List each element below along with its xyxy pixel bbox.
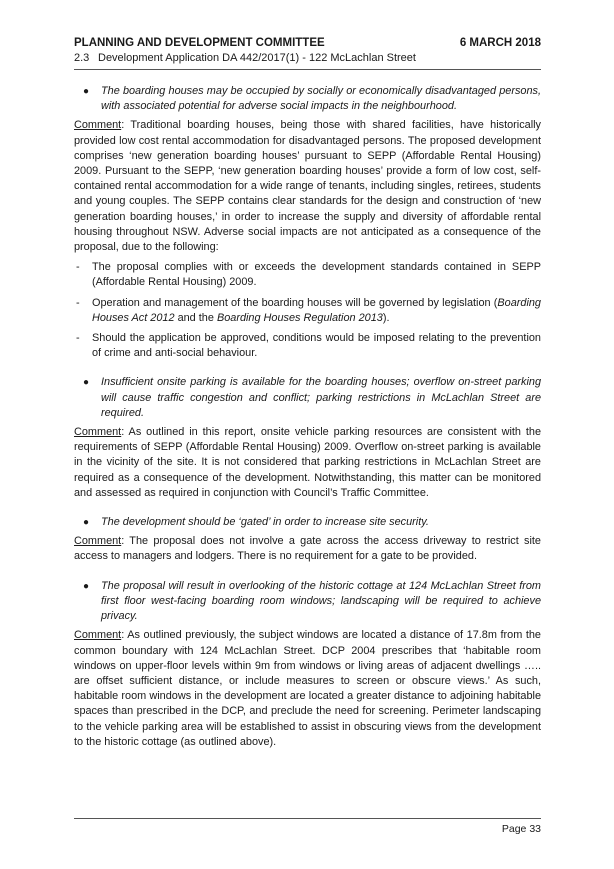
comment-label: Comment [74, 119, 122, 132]
document-page [74, 36, 541, 750]
list-item-text: and the [174, 311, 217, 324]
item-number: 2.3 [74, 52, 90, 64]
bullet-icon: ● [83, 377, 90, 389]
list-item-text: Operation and management of the boarding houses will be governed by legislation ( [92, 296, 498, 309]
item-title: Development Application DA 442/2017(1) - 122 McLachlan Street [98, 52, 416, 64]
issue-bullet [74, 375, 541, 421]
issue-text: Insufficient onsite parking is available for the boarding houses; overflow on-street parking will cause traffic congestion and conflict; parking restrictions in McLachlan Street are required. [101, 376, 541, 419]
footer-divider [74, 818, 541, 819]
meeting-date: 6 MARCH 2018 [459, 37, 541, 49]
issue-bullet [74, 515, 541, 530]
list-item-text: Should the application be approved, conditions would be imposed relating to the prevention of crime and anti-social behaviour. [92, 332, 541, 360]
issue-bullet [74, 84, 541, 114]
comment-paragraph [74, 628, 541, 750]
comment-paragraph [74, 534, 541, 564]
bullet-icon: ● [83, 86, 90, 97]
issue-bullet [74, 579, 541, 625]
page-number: Page 33 [501, 823, 541, 835]
comment-text: : The proposal does not involve a gate across the access driveway to restrict site access to managers and lodgers. There is no requirement for a gate to be provided. [74, 535, 541, 563]
issue-text: The development should be ‘gated’ in order to increase site security. [101, 516, 429, 529]
regulation-title: Boarding Houses Regulation 2013 [216, 311, 383, 324]
page-footer [74, 818, 541, 835]
comment-label: Comment [74, 629, 122, 642]
comment-label: Comment [74, 535, 122, 548]
page-header [74, 36, 541, 50]
list-item: - Should the application be approved, conditions would be imposed relating to the prevention of crime and anti-social behaviour. [76, 332, 541, 360]
list-item: - The proposal complies with or exceeds the development standards contained in SEPP (Affordable Rental Housing) 2009. [76, 261, 541, 289]
comment-text: : As outlined previously, the subject windows are located a distance of 17.8m from the common boundary with 124 McLachlan Street. DCP 2004 prescribes that ‘habitable room windows on upper-floor levels within 9m from windows or living areas of adjacent dwellings ….. are offset sufficient distance, or include measures to screen or obscure views.’ As such, habitable room windows in the development are located a greater distance to adjoining habitable spaces than prescribed in the DCP, and preclude the need for screening. Perimeter landscaping to the vehicle parking area will be established to assist in obscuring views from the development to the historic cottage (as outlined above). [74, 629, 541, 748]
item-heading [74, 51, 541, 65]
comment-text: : Traditional boarding houses, being those with shared facilities, have historically provided low cost rental accommodation for disadvantaged persons. The proposed development comprises ‘new generation boarding houses’ pursuant to SEPP (Affordable Rental Housing) 2009. Pursuant to the SEPP, ‘new generation boarding houses’ provide a form of low cost, self-contained rental accommodation for a wide range of tenants, including singles, retirees, students and young couples. The SEPP contains clear standards for the design and construction of ‘new generation boarding houses,’ in order to increase the supply and diversity of affordable rental housing throughout NSW. Adverse social impacts are not anticipated as a consequence of the proposal, due to the following: [74, 119, 541, 254]
list-item-text: ). [382, 311, 390, 324]
act-title: Boarding Houses Act 2012 [92, 296, 541, 324]
bullet-icon: ● [83, 517, 90, 529]
dash-list [74, 260, 541, 361]
comment-paragraph [74, 425, 541, 501]
list-item: - Operation and management of the boarding houses will be governed by legislation (Boarding Houses Act 2012 and the Boarding Houses Regulation 2013). [76, 296, 541, 324]
bullet-icon: ● [83, 580, 90, 592]
comment-label: Comment [74, 426, 122, 439]
list-item-text: The proposal complies with or exceeds the development standards contained in SEPP (Affordable Rental Housing) 2009. [92, 261, 541, 289]
issue-text: The boarding houses may be occupied by socially or economically disadvantaged persons, with associated potential for adverse social impacts in the neighbourhood. [101, 85, 541, 113]
header-divider [74, 69, 541, 70]
issue-text: The proposal will result in overlooking of the historic cottage at 124 McLachlan Street from first floor west-facing boarding room windows; landscaping will be required to achieve privacy. [101, 579, 541, 623]
comment-text: : As outlined in this report, onsite vehicle parking resources are consistent with the requirements of SEPP (Affordable Rental Housing) 2009. Overflow on-street parking is available in the vicinity of the site. It is not considered that parking restrictions in McLachlan Street are required as a consequence of the development. Notwithstanding, this matter can be monitored and assessed as required in conjunction with Council’s Traffic Committee. [74, 426, 541, 499]
committee-title: PLANNING AND DEVELOPMENT COMMITTEE [74, 37, 325, 49]
comment-paragraph [74, 118, 541, 255]
